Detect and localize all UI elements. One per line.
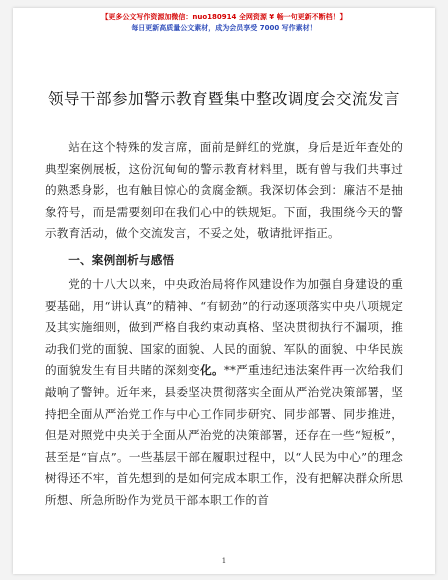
section-heading: 一、案例剖析与感悟 [68, 252, 175, 267]
intro-paragraph: 站在这个特殊的发言席，面前是鲜红的党旗，身后是近年查处的典型案例展板，这份沉甸甸的警示教育材料里，既有曾与我们共事过的熟悉身影，也有触目惊心的贪腐金额。我深切体会到：廉洁不是抽象符号，而是需要刻印在我们心中的铁规矩。下面，我围绕今天的警示教育活动，做个交流发言，不妥之处，敬请批评指正。 [45, 140, 403, 241]
promo-banner [13, 12, 435, 34]
document-body [45, 137, 403, 512]
body-paragraph [45, 274, 403, 512]
document-page [13, 8, 435, 574]
promo-line-2: 每日更新高质量公文素材，成为会员享受 7000 写作素材！ [131, 24, 317, 32]
paragraph-text: 党的十八大以来，中央政治局将作风建设作为加强自身建设的重要基础，用“讲认真”的精神、“有韧劲”的行动逐项落实中央八项规定及其实施细则，做到严格自我约束动真格、坚决贯彻执行不漏项，推动我们党的面貌、国家的面貌、人民的面貌、军队的面貌、中华民族的面貌发生有目共睹的深刻变 [45, 276, 403, 378]
promo-line-1: 【更多公文写作资源加微信：nuo180914 全网资源 ¥ 畅一句更新不断档！】 [101, 13, 347, 21]
page-number: 1 [221, 557, 227, 565]
paragraph-text-continued: **严重违纪违法案件再一次给我们敲响了警钟。近年来，县委坚决贯彻落实全面从严治党决策部署，坚持把全面从严治党工作与中心工作同步研究、同步部署、同步推进，但是对照党中央关于全面从严治党的决策部署，还存在一些“短板”，甚至是“盲点”。一些基层干部在履职过程中，以“人民为中心”的理念树得还不牢，首先想到的是如何完成本职工作，没有把解决群众所思所想、所急所盼作为党员干部本职工作的首 [45, 363, 404, 507]
document-title: 领导干部参加警示教育暨集中整改调度会交流发言 [47, 90, 400, 108]
paragraph-bold-text: 化。 [200, 363, 224, 378]
